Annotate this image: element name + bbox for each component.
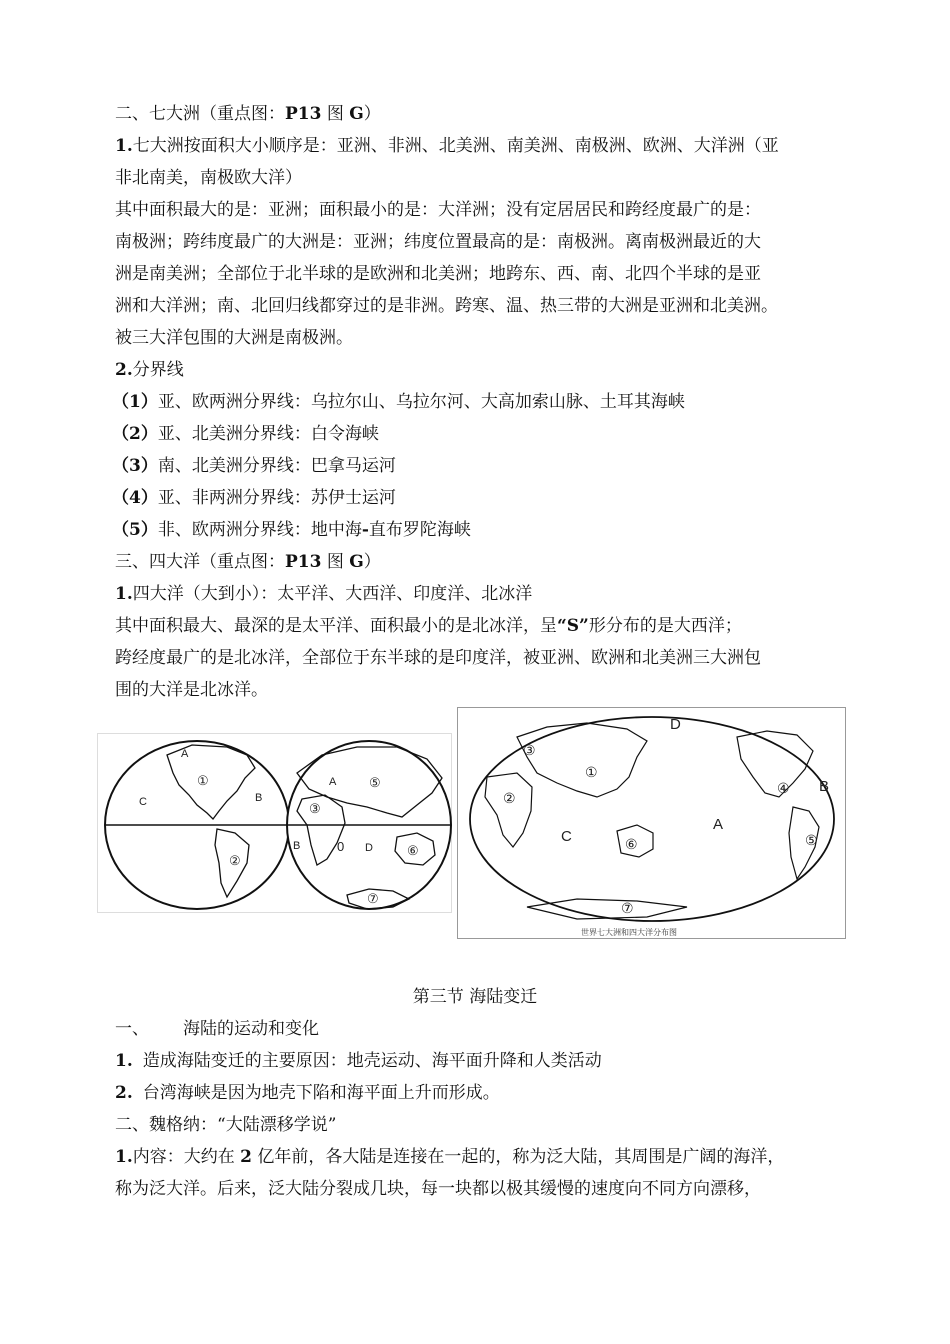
item-number: 1. — [115, 1051, 133, 1071]
paragraph-text: 四大洋（大到小）：太平洋、大西洋、印度洋、北冰洋 — [132, 584, 533, 604]
boundary-item — [112, 514, 850, 546]
section3-p1-line1 — [115, 578, 850, 610]
label-d: D — [365, 842, 373, 854]
heading-text: 海陆的运动和变化 — [183, 1019, 319, 1039]
world-map-svg — [457, 707, 846, 939]
heading-number: 一、 — [115, 1019, 149, 1039]
map-label-circled-6: ⑥ — [625, 836, 638, 852]
map-label-d: D — [670, 716, 681, 733]
item-number: 1. — [115, 1147, 133, 1167]
paragraph-text: 形分布的是大西洋； — [588, 616, 742, 636]
label-circled-5: ⑤ — [369, 775, 381, 790]
map-label-circled-2: ② — [503, 790, 516, 806]
section3-heading — [115, 546, 850, 578]
world-map-caption: 世界七大洲和四大洋分布图 — [581, 928, 677, 937]
paragraph-text: 亿年前，各大陆是连接在一起的，称为泛大陆，其周围是广阔的海洋， — [252, 1147, 785, 1167]
boundary-item — [112, 418, 850, 450]
map-label-b: B — [819, 778, 830, 795]
boundary-text: 亚、欧两洲分界线：乌拉尔山、乌拉尔河、大高加索山脉、土耳其海峡 — [157, 392, 685, 412]
hemispheres-map — [97, 733, 452, 913]
section2-p1-line2: 非北南美，南极欧大洋） — [115, 168, 302, 188]
section3-p1-line4: 围的大洋是北冰洋。 — [115, 680, 268, 700]
boundary-text: 直布罗陀海峡 — [368, 520, 471, 540]
paragraph-text: 其中面积最大、最深的是太平洋、面积最小的是北冰洋，呈 — [115, 616, 557, 636]
label-a-east: A — [329, 776, 337, 788]
label-circled-3: ③ — [309, 801, 321, 816]
label-circled-7: ⑦ — [367, 891, 379, 906]
section2-p1-line7: 被三大洋包围的大洲是南极洲。 — [115, 328, 353, 348]
section2-heading — [115, 98, 850, 130]
boundary-text: 非、欧两洲分界线：地中海 — [157, 520, 362, 540]
item-number: 1. — [115, 584, 133, 604]
label-b: B — [255, 792, 263, 804]
section2-p1-line1 — [115, 130, 850, 162]
chapter-s2-p1-line2: 称为泛大洋。后来，泛大陆分裂成几块，每一块都以极其缓慢的速度向不同方向漂移， — [115, 1179, 761, 1199]
world-map — [457, 707, 846, 939]
item-number: 1. — [115, 136, 133, 156]
heading-tail: 图 — [321, 104, 350, 124]
label-circled-1: ① — [197, 773, 209, 788]
label-zero: 0 — [337, 839, 345, 854]
boundary-item — [112, 450, 850, 482]
map-label-circled-1: ① — [585, 764, 598, 780]
heading-text: 三、四大洋（重点图： — [115, 552, 285, 572]
paragraph-text: 台湾海峡是因为地壳下陷和海平面上升而形成。 — [142, 1083, 500, 1103]
heading-ref: P13 — [285, 552, 322, 572]
section2-p2-title — [115, 354, 850, 386]
paragraph-text: 造成海陆变迁的主要原因：地壳运动、海平面升降和人类活动 — [142, 1051, 602, 1071]
heading-text: 二、七大洲（重点图： — [115, 104, 285, 124]
boundary-item — [112, 482, 850, 514]
item-number: 2. — [115, 1083, 133, 1103]
boundary-dash: - — [361, 520, 369, 540]
map-label-circled-3: ③ — [523, 742, 536, 758]
chapter-s2-p1-line1 — [115, 1141, 850, 1173]
hemispheres-svg — [97, 733, 452, 913]
boundary-text: 南、北美洲分界线：巴拿马运河 — [157, 456, 396, 476]
chapter-s2-heading: 二、魏格纳：“大陆漂移学说” — [115, 1115, 337, 1135]
label-c: C — [139, 796, 147, 808]
heading-close: ） — [363, 104, 381, 124]
boundary-item — [112, 386, 850, 418]
heading-g: G — [349, 104, 364, 124]
boundary-text: 亚、北美洲分界线：白令海峡 — [157, 424, 379, 444]
section2-p1-line3: 其中面积最大的是：亚洲；面积最小的是：大洋洲；没有定居居民和跨经度最广的是： — [115, 200, 761, 220]
paragraph-text: 内容：大约在 — [132, 1147, 241, 1167]
heading-g: G — [349, 552, 364, 572]
map-label-circled-5: ⑤ — [805, 832, 818, 848]
label-b-east: B — [293, 840, 301, 852]
label-a: A — [181, 748, 189, 760]
section2-p1-line6: 洲和大洋洲；南、北回归线都穿过的是非洲。跨寒、温、热三带的大洲是亚洲和北美洲。 — [115, 296, 778, 316]
label-circled-2: ② — [229, 853, 241, 868]
heading-ref: P13 — [285, 104, 322, 124]
map-label-circled-7: ⑦ — [621, 900, 634, 916]
number-two: 2 — [240, 1147, 252, 1167]
map-label-a: A — [713, 816, 724, 833]
section2-p1-line5: 洲是南美洲；全部位于北半球的是欧洲和北美洲；地跨东、西、南、北四个半球的是亚 — [115, 264, 761, 284]
boundary-text: 亚、非两洲分界线：苏伊士运河 — [157, 488, 396, 508]
chapter-s1-p1 — [115, 1045, 850, 1077]
boundary-number: （3） — [112, 456, 158, 476]
heading-close: ） — [363, 552, 381, 572]
section3-p1-line3: 跨经度最广的是北冰洋，全部位于东半球的是印度洋，被亚洲、欧洲和北美洲三大洲包 — [115, 648, 761, 668]
section3-p1-line2 — [115, 610, 850, 642]
chapter-title: 第三节 海陆变迁 — [412, 987, 538, 1007]
s-shape-quote: “S” — [557, 616, 589, 636]
map-label-c: C — [561, 828, 572, 845]
chapter-s1-heading — [115, 1013, 850, 1045]
boundary-number: （2） — [112, 424, 158, 444]
boundary-number: （4） — [112, 488, 158, 508]
paragraph-text: 七大洲按面积大小顺序是：亚洲、非洲、北美洲、南美洲、南极洲、欧洲、大洋洲（亚 — [132, 136, 779, 156]
chapter-s1-p2 — [115, 1077, 850, 1109]
label-circled-6: ⑥ — [407, 843, 419, 858]
section2-p1-line4: 南极洲；跨纬度最广的大洲是：亚洲；纬度位置最高的是：南极洲。离南极洲最近的大 — [115, 232, 761, 252]
item-number: 2. — [115, 360, 133, 380]
map-label-circled-4: ④ — [777, 780, 790, 796]
boundary-number: （1） — [112, 392, 158, 412]
subtitle-text: 分界线 — [132, 360, 184, 380]
boundary-number: （5） — [112, 520, 158, 540]
heading-tail: 图 — [321, 552, 350, 572]
